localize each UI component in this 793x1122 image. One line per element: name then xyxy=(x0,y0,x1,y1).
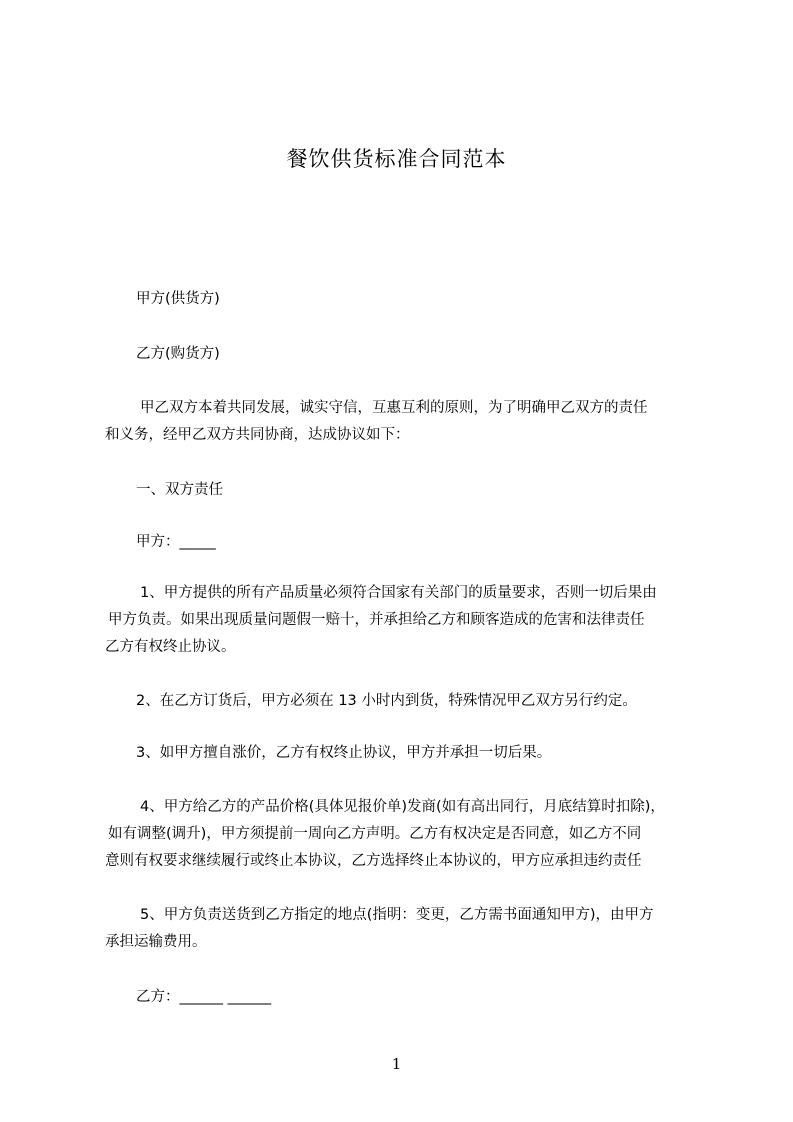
clause-3: 3、如甲方擅自涨价，乙方有权终止协议，甲方并承担一切后果。 xyxy=(136,745,552,761)
page-number: 1 xyxy=(391,1055,402,1073)
document-title: 餐饮供货标准合同范本 xyxy=(286,147,507,171)
clause-5-line-1: 5、甲方负责送货到乙方指定的地点(指明：变更，乙方需书面通知甲方)，由甲方 xyxy=(140,907,654,923)
clause-4-line-3: 意则有权要求继续履行或终止本协议，乙方选择终止本协议的，甲方应承担违约责任 xyxy=(105,853,642,869)
party-a-label: 甲方：_____ xyxy=(136,534,216,550)
clause-1-line-3: 乙方有权终止协议。 xyxy=(105,639,236,655)
clause-4-line-2: 如有调整(调升)，甲方须提前一周向乙方声明。乙方有权决定是否同意，如乙方不同 xyxy=(108,826,642,842)
clause-2: 2、在乙方订货后，甲方必须在 13 小时内到货，特殊情况甲乙双方另行约定。 xyxy=(136,693,637,709)
clause-1-line-1: 1、甲方提供的所有产品质量必须符合国家有关部门的质量要求，否则一切后果由 xyxy=(140,585,657,601)
clause-1-line-2: 甲方负责。如果出现质量问题假一赔十，并承担给乙方和顾客造成的危害和法律责任 xyxy=(108,612,645,628)
clause-4-line-1: 4、甲方给乙方的产品价格(具体见报价单)发商(如有高出同行，月底结算时扣除)， xyxy=(140,799,665,815)
party-b-label: 乙方：______ ______ xyxy=(136,989,272,1005)
intro-line-2: 和义务，经甲乙双方共同协商，达成协议如下： xyxy=(105,427,410,443)
party-b-header: 乙方(购货方) xyxy=(136,346,220,362)
intro-line-1: 甲乙双方本着共同发展，诚实守信，互惠互利的原则，为了明确甲乙双方的责任 xyxy=(140,400,648,416)
clause-5-line-2: 承担运输费用。 xyxy=(105,934,207,950)
party-a-header: 甲方(供货方) xyxy=(136,291,220,307)
section-heading-responsibilities: 一、双方责任 xyxy=(136,482,223,498)
